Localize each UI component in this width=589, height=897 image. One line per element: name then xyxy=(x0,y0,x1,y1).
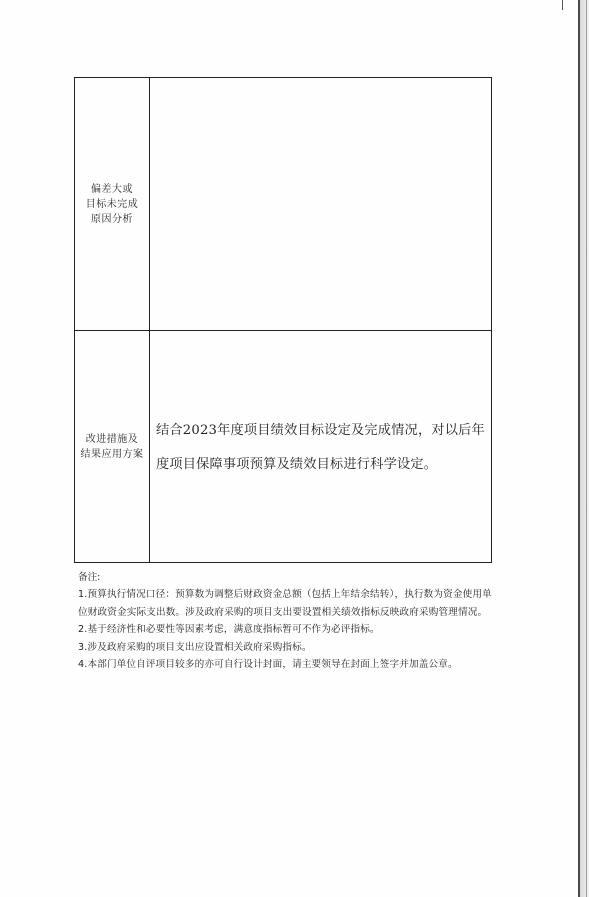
table-row-improvement-measures xyxy=(75,331,491,562)
notes-section xyxy=(78,569,496,674)
scan-edge-border xyxy=(586,0,587,897)
note-item-1: 1.预算执行情况口径：预算数为调整后财政资金总额（包括上年结余结转），执行数为资金使用单位财政资金实际支出数。涉及政府采购的项目支出要设置相关绩效指标反映政府采购管理情况。 xyxy=(78,589,492,618)
row-label-deviation-analysis: 偏差大或 目标未完成 原因分析 xyxy=(85,183,139,225)
note-item-4: 4.本部门单位自评项目较多的亦可自行设计封面，请主要领导在封面上签字并加盖公章。 xyxy=(78,659,458,670)
row-label-cell xyxy=(75,78,150,330)
note-item-2: 2.基于经济性和必要性等因素考虑，满意度指标暂可不作为必评指标。 xyxy=(78,624,380,635)
row-label-cell xyxy=(75,331,150,562)
scan-edge-mark xyxy=(562,0,573,10)
note-item-3: 3.涉及政府采购的项目支出应设置相关政府采购指标。 xyxy=(78,641,312,653)
row-label-improvement-measures: 改进措施及 结果应用方案 xyxy=(80,433,144,460)
row-content-cell-deviation-analysis xyxy=(150,78,491,330)
table-row-deviation-analysis xyxy=(75,78,491,331)
row-content-cell-improvement-measures xyxy=(150,331,491,562)
evaluation-table xyxy=(74,77,492,563)
notes-title: 备注: xyxy=(78,572,101,583)
row-content-improvement-measures: 结合2023年度项目绩效目标设定及完成情况，对以后年度项目保障事项预算及绩效目标进行科学设定。 xyxy=(156,423,485,472)
scan-edge-shadow xyxy=(580,0,589,897)
